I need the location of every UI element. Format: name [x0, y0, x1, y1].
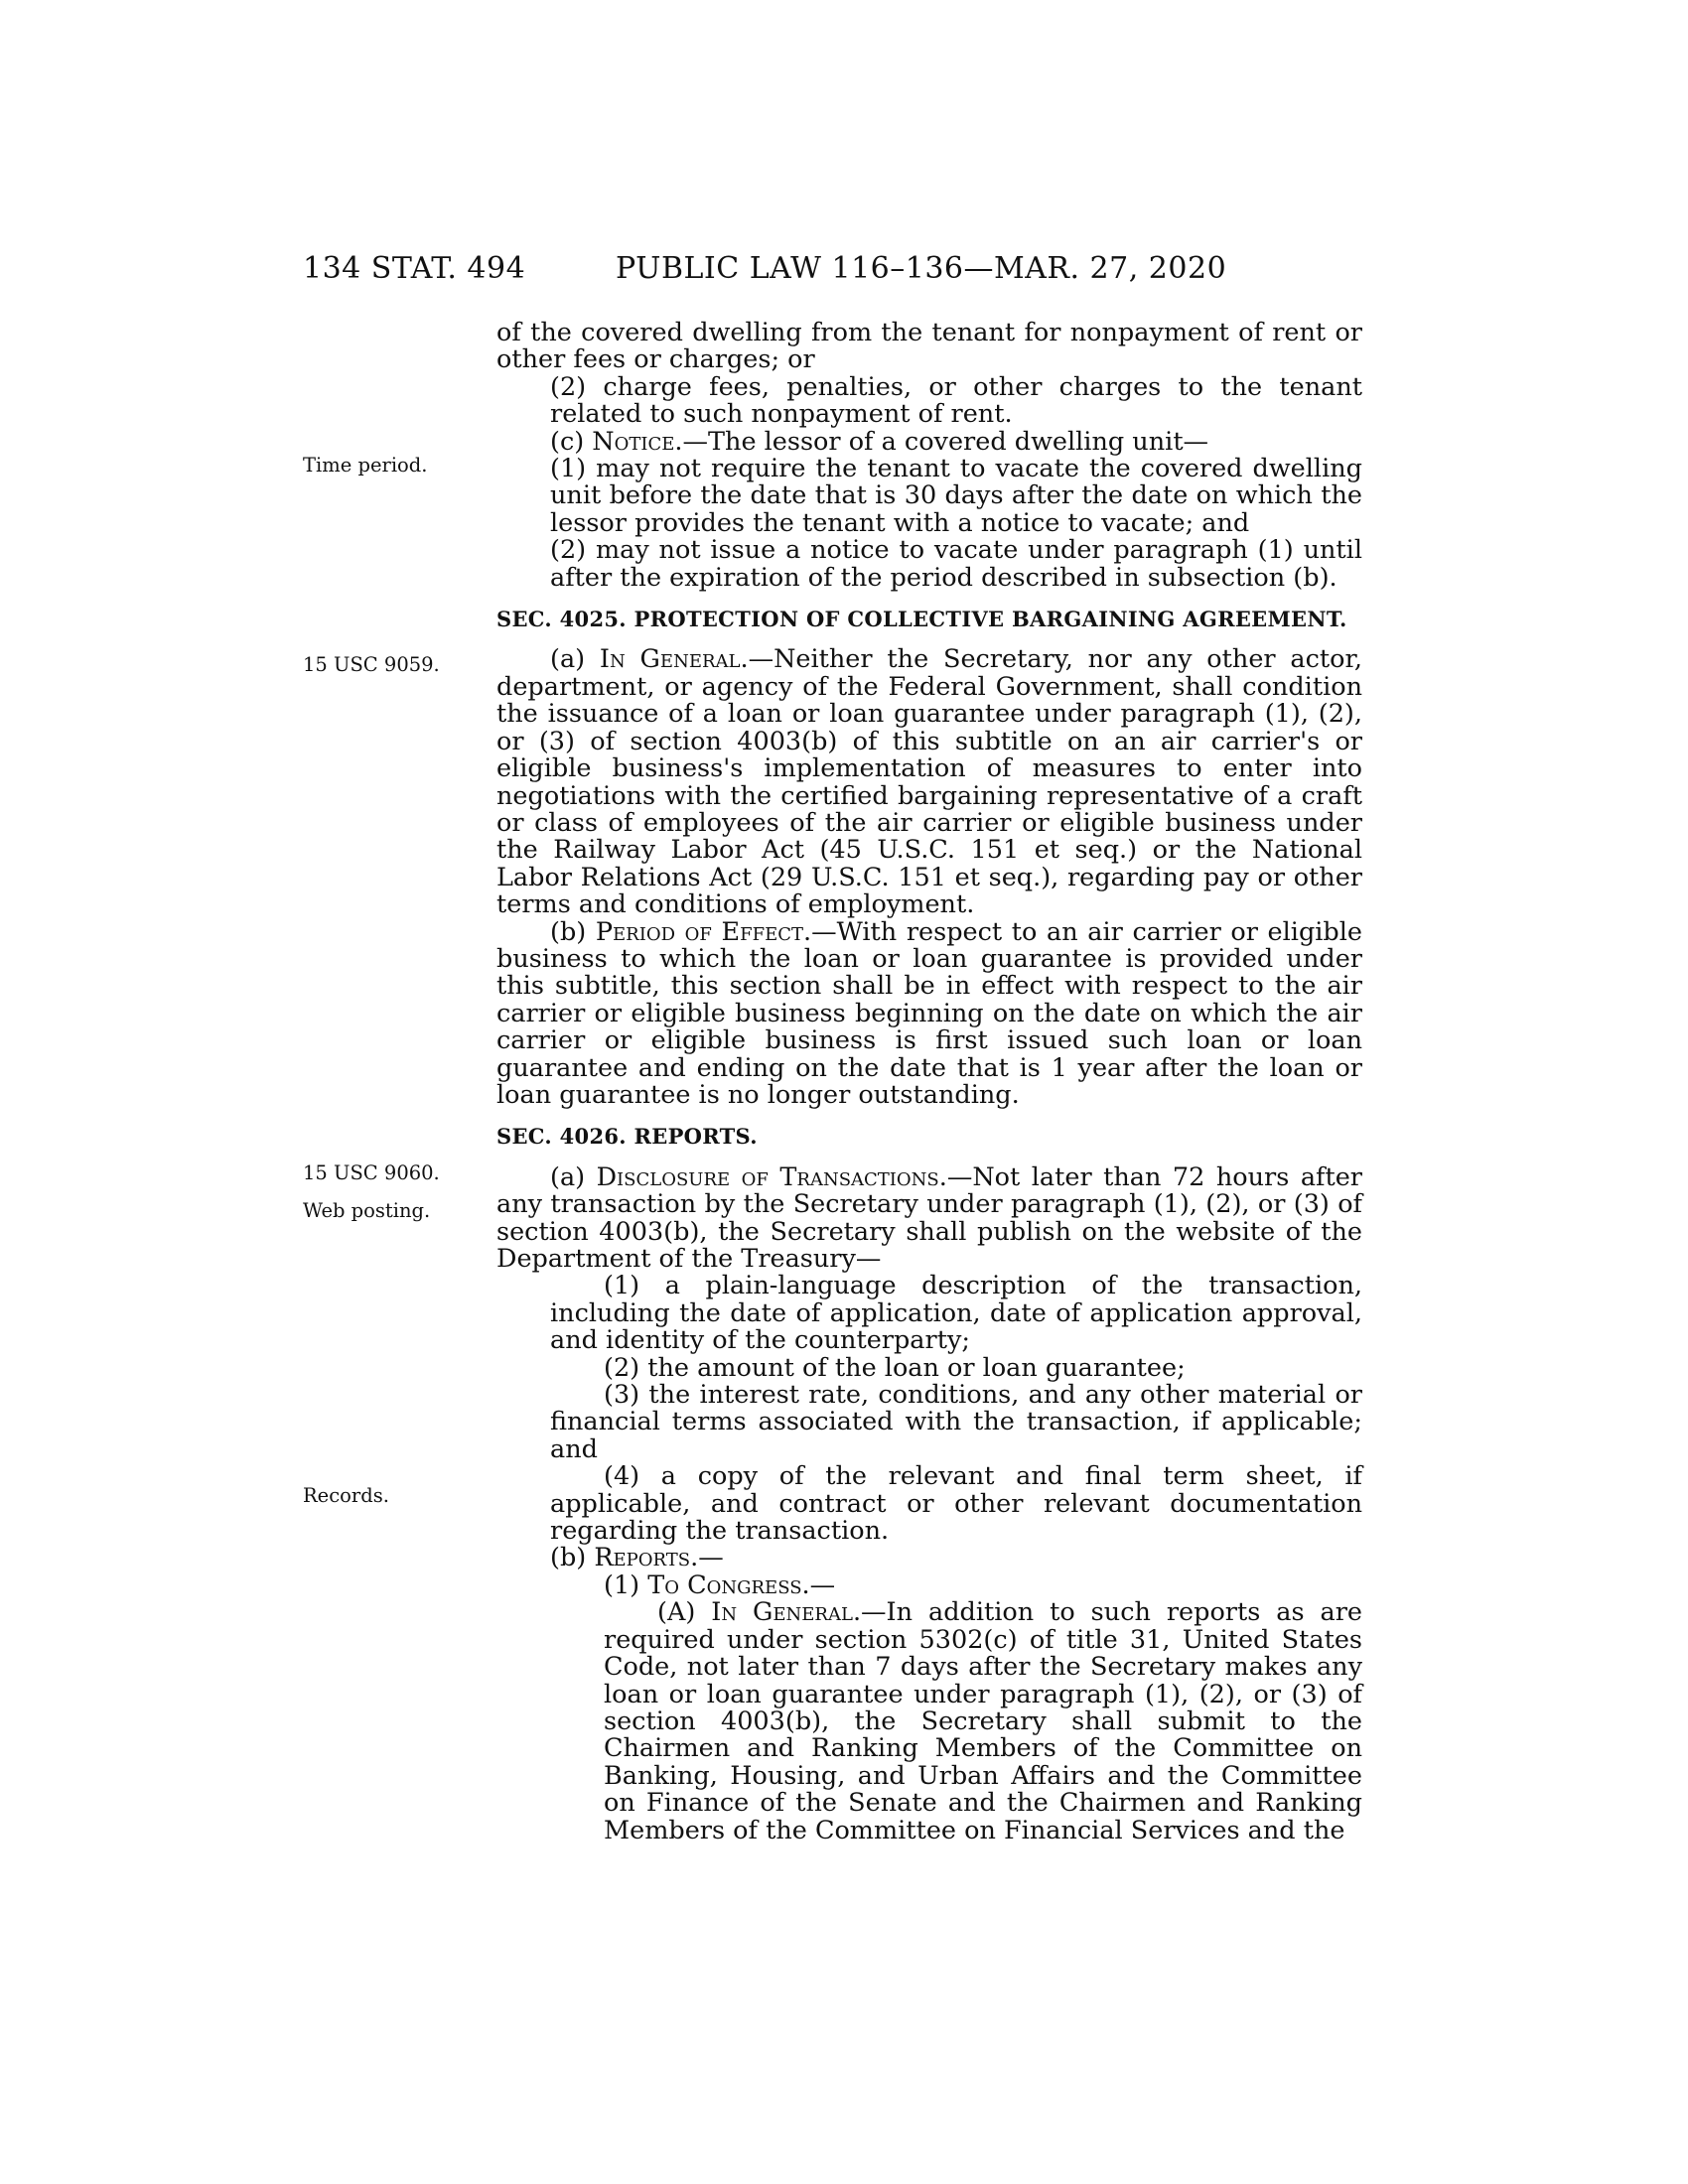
- sec4026-a1: (1) a plain-language description of the transaction, including the date of application, date of application approval, and identity of the counterparty;: [550, 1271, 1362, 1356]
- sec4026-subsection-b: (b) Reports.—: [550, 1543, 724, 1573]
- sec4025-subsection-b: (b) Period of Effect.—With respect to an air carrier or eligible business to which the loan or loan guarantee is provided under this subtitle, this section shall be in effect with respect to the air carrier or eligible business beginning on the date on which the air carrier or eligible business is first issued such loan or loan guarantee and ending on the date that is 1 year after the loan or loan guarantee is no longer outstanding.: [496, 916, 1363, 1110]
- sec4026-a4: (4) a copy of the relevant and final term sheet, if applicable, and contract or other relevant documentation regarding the transaction.: [550, 1461, 1362, 1547]
- page-citation: 134 STAT. 494: [303, 251, 526, 286]
- sec4026-subsection-a: (a) Disclosure of Transactions.—Not later than 72 hours after any transaction by the Secretary under paragraph (1), (2), or (3) of section 4003(b), the Secretary shall publish on the website of the Department of the Treasury—: [496, 1161, 1362, 1274]
- subsection-c-heading: Notice: [592, 426, 675, 457]
- sec4026-b-heading: Reports: [594, 1543, 691, 1573]
- margin-note-usc-9060: 15 USC 9060.: [303, 1161, 440, 1184]
- sec4025-subsection-a: (a) In General.—Neither the Secretary, nor any other actor, department, or agency of the Federal Government, shall condition the issuance of a loan or loan guarantee under paragraph (1), (2), or (3) of section 4003(b) of this subtitle on an air carrier's or eligible business's implementation of measures to enter into negotiations with the certified bargaining representative of a craft or class of employees of the air carrier or eligible business under the Railway Labor Act (45 U.S.C. 151 et seq.) or the National Labor Relations Act (29 U.S.C. 151 et seq.), regarding pay or other terms and conditions of employment.: [496, 644, 1362, 920]
- section-4026-heading: SEC. 4026. REPORTS.: [496, 1124, 758, 1150]
- sec4026-b1-heading: To Congress: [647, 1570, 802, 1600]
- paragraph-b2: (2) charge fees, penalties, or other charges to the tenant related to such nonpayment of rent.: [550, 371, 1362, 430]
- sec4026-b1A-heading: In General: [711, 1597, 853, 1628]
- sec4026-a2: (2) the amount of the loan or loan guarantee;: [604, 1352, 1186, 1383]
- margin-note-time-period: Time period.: [303, 454, 428, 477]
- paragraph-c1: (1) may not require the tenant to vacate the covered dwelling unit before the date that is 30 days after the date on which the lessor provides the tenant with a notice to vacate; and: [550, 454, 1362, 538]
- statute-body: [496, 320, 1362, 1844]
- law-title: PUBLIC LAW 116–136—MAR. 27, 2020: [616, 251, 1227, 286]
- sec4025-a-heading: In General: [599, 644, 741, 675]
- section-4025-heading: SEC. 4025. PROTECTION OF COLLECTIVE BARGAINING AGREEMENT.: [496, 607, 1347, 632]
- margin-note-records: Records.: [303, 1484, 389, 1507]
- subsection-c: (c) Notice.—The lessor of a covered dwelling unit—: [550, 426, 1209, 457]
- paragraph-c2: (2) may not issue a notice to vacate under paragraph (1) until after the expiration of the period described in subsection (b).: [550, 535, 1362, 593]
- sec4026-a-heading: Disclosure of Transactions: [596, 1161, 939, 1192]
- sec4026-b1A: (A) In General.—In addition to such reports as are required under section 5302(c) of title 31, United States Code, not later than 7 days after the Secretary makes any loan or loan guarantee under paragraph (1), (2), or (3) of section 4003(b), the Secretary shall submit to the Chairmen and Ranking Members of the Committee on Banking, Housing, and Urban Affairs and the Committee on Finance of the Senate and the Chairmen and Ranking Members of the Committee on Financial Services and the: [604, 1597, 1362, 1845]
- margin-note-usc-9059: 15 USC 9059.: [303, 653, 440, 676]
- paragraph-continuation: of the covered dwelling from the tenant for nonpayment of rent or other fees or charges; or: [496, 318, 1362, 375]
- margin-note-web-posting: Web posting.: [303, 1199, 431, 1222]
- running-head: [0, 251, 1688, 291]
- sec4025-b-heading: Period of Effect: [595, 916, 804, 947]
- sec4026-a3: (3) the interest rate, conditions, and any other material or financial terms associated with the transaction, if applicable; and: [550, 1380, 1362, 1464]
- sec4026-b1: (1) To Congress.—: [604, 1570, 836, 1600]
